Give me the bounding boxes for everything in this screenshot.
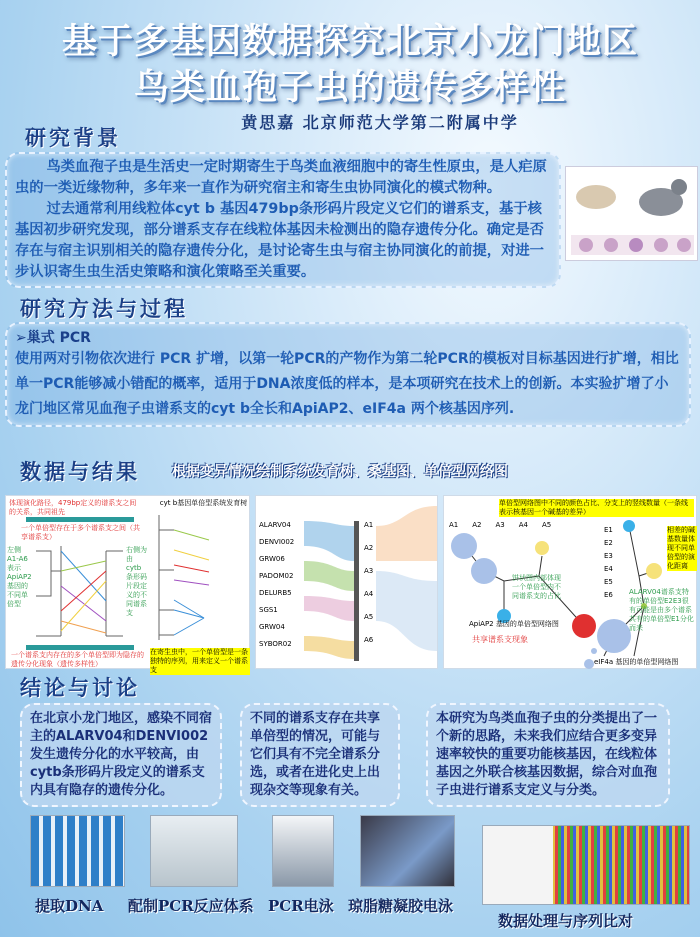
node-label: A5 <box>542 521 552 529</box>
fig1-highlight: 在寄生虫中，一个单倍型是一条独特的序列，用来定义一个谱系支 <box>150 648 248 674</box>
phylogenetic-tree-figure <box>5 495 250 674</box>
parasite-lifecycle-figure <box>565 166 698 261</box>
arrow-left-icon <box>26 645 134 650</box>
fig1-tree2-title: cyt b基因单倍型系统发育树 <box>159 499 248 507</box>
conclusion-box-1: 在北京小龙门地区，感染不同宿主的ALARV04和DENVI002发生遗传分化的水平较高，由cytb条形码片段定义的谱系支内具有隐存的遗传分化。 <box>20 703 222 807</box>
fig3-pie-note: 饼状图内部体现一个单倍型内不同谱系支的占比 <box>512 574 561 600</box>
sankey-mid-label: A2 <box>364 544 374 552</box>
photo-label-3: PCR电泳 <box>268 897 334 915</box>
conclusion-box-3: 本研究为鸟类血孢子虫的分类提出了一个新的思路，未来我们应结合更多变异速率较快的重要功能核基因，在线粒体基因之外联合核基因数据，综合对血孢子虫进行谱系支定义与分类。 <box>426 703 670 807</box>
photo-label-1: 提取DNA <box>35 897 104 915</box>
conclusion-box-2: 不同的谱系支存在共享单倍型的情况，可能与它们具有不完全谱系分选，或者在进化史上出现杂交等现象有关。 <box>240 703 400 807</box>
fig3-shared-note: 共享谱系支现象 <box>472 635 528 644</box>
section-heading-conclusion: 结论与讨论 <box>20 675 140 700</box>
methods-subheading: ➢巢式 PCR <box>15 330 91 346</box>
section-heading-methods: 研究方法与过程 <box>20 296 188 321</box>
node-label: E6 <box>604 591 613 599</box>
sankey-mid-label: A6 <box>364 636 374 644</box>
background-paragraph-1: 鸟类血孢子虫是生活史一定时期寄生于鸟类血液细胞中的寄生性原虫，是人疟原虫的一类近缘物种，多年来一直作为研究宿主和寄生虫协同演化的模式物种。 <box>15 159 547 196</box>
tanglegram <box>31 541 126 641</box>
poster-title-line2: 鸟类血孢子虫的遗传多样性 <box>133 68 566 108</box>
pcr-machine-photo <box>272 815 334 887</box>
sankey-label: SGS1 <box>259 606 278 614</box>
fig3-left-caption: ApiAP2 基因的单倍型网络图 <box>469 620 559 628</box>
photo-label-4: 琼脂糖凝胶电泳 <box>348 897 454 915</box>
node-label: E1 <box>604 526 613 534</box>
haplotype-network-figure <box>443 495 697 669</box>
sankey-flows <box>304 501 439 666</box>
section-heading-background: 研究背景 <box>25 125 121 150</box>
node-label: E3 <box>604 552 613 560</box>
fig3-right-caption: eIF4a 基因的单倍型网络图 <box>594 658 679 666</box>
fig3-right-note: ALARV04谱系支特有的单倍型E2E3很有可能是由多个谱系共有的单倍型E1分化而来 <box>629 588 694 632</box>
background-paragraph-2: 过去通常利用线粒体cyt b 基因479bp条形码片段定义它们的谱系支，基于核基因初步研究发现，部分谱系支存在线粒体基因未检测出的隐存遗传分化。确定是否存在与宿主识别相关的隐存遗传分化，是讨论寄生虫与宿主协同演化的前提，对进一步认识寄生虫生活史策略和演化策略至关重要。 <box>15 201 544 280</box>
fig1-right-note: 右侧为由cytb条形码片段定义的不同谱系支 <box>126 546 147 617</box>
sankey-label: DELURB5 <box>259 589 292 597</box>
node-label: E5 <box>604 578 613 586</box>
bird-mosquito-illustration <box>566 167 699 262</box>
sankey-mid-label: A4 <box>364 590 374 598</box>
node-label: E4 <box>604 565 613 573</box>
node-label: A4 <box>518 521 528 529</box>
sankey-label: GRW04 <box>259 623 285 631</box>
methods-box <box>5 322 691 427</box>
fig1-left-note: 左侧A1-A6表示ApiAP2基因的不同单倍型 <box>7 546 32 608</box>
sankey-label: ALARV04 <box>259 521 291 529</box>
node-label: A2 <box>472 521 482 529</box>
background-box <box>5 152 561 288</box>
sankey-mid-label: A5 <box>364 613 374 621</box>
fig1-bottom-note: 一个谱系支内存在的多个单倍型即为隐存的遗传分化现象（遗传多样性） <box>11 651 144 668</box>
photo-label-5: 数据处理与序列比对 <box>498 912 634 930</box>
pcr-setup-photo <box>150 815 238 887</box>
fig3-side-note: 相差的碱基数量体现不同单倍型的演化距离 <box>667 526 695 570</box>
sankey-label: GRW06 <box>259 555 285 563</box>
sankey-figure <box>255 495 438 669</box>
section-heading-results: 数据与结果 <box>20 459 140 484</box>
gel-electrophoresis-photo <box>360 815 455 887</box>
dna-extraction-photo <box>30 815 125 887</box>
poster-title-line1: 基于多基因数据探究北京小龙门地区 <box>61 22 638 62</box>
fig1-share-note: 一个单倍型存在于多个谱系支之间（共享谱系支） <box>21 524 140 541</box>
fig1-top-note: 体现演化路径，479bp定义的谱系支之间的关系，共同祖先 <box>9 499 137 516</box>
results-subtitle: 根据变异情况绘制系统发育树、桑基图、单倍型网络图 <box>172 464 508 480</box>
sankey-label: DENVI002 <box>259 538 295 546</box>
methods-text: 使用两对引物依次进行 PCR 扩增，以第一轮PCR的产物作为第二轮PCR的模板对目标基因进行扩增，相比单一PCR能够减小错配的概率，适用于DNA浓度低的样本，是本项研究在技术上的创新。本实验扩增了小龙门地区常见血孢子虫谱系支的cyt b全长和ApiAP2、eIF4a 两个核基因序列. <box>15 351 679 417</box>
node-label: A1 <box>449 521 459 529</box>
sankey-mid-label: A3 <box>364 567 374 575</box>
sequence-alignment-screenshot <box>482 825 690 905</box>
fig3-top-note: 单倍型网络图中不同的颜色占比、分支上的竖线数量（一条线表示核基因一个碱基的差异） <box>499 499 694 517</box>
node-label: A3 <box>495 521 505 529</box>
cytb-tree <box>154 510 249 644</box>
node-label: E2 <box>604 539 613 547</box>
sankey-label: SYBOR02 <box>259 640 292 648</box>
sankey-label: PADOM02 <box>259 572 294 580</box>
arrow-right-icon <box>26 517 134 522</box>
sankey-mid-label: A1 <box>364 521 374 529</box>
author-line: 黄思嘉 北京师范大学第二附属中学 <box>241 113 519 132</box>
photo-label-2: 配制PCR反应体系 <box>128 897 254 915</box>
